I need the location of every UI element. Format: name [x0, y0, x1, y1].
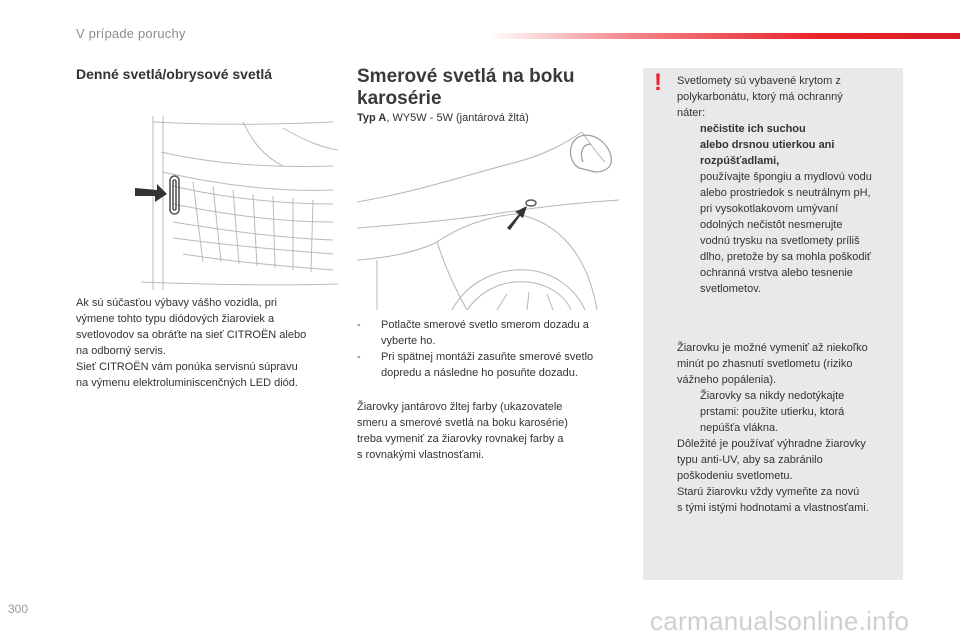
list-item: - Potlačte smerové svetlo smerom dozadu a vyberte ho. [357, 319, 589, 347]
front-bumper-drawing [133, 112, 338, 292]
indicator-steps-list [357, 317, 621, 381]
list-item: nečistite ich suchou alebo drsnou utierkou ani rozpúšťadlami, [700, 123, 835, 167]
watermark: carmanualsonline.info [650, 606, 910, 636]
front-bumper-illustration [133, 112, 338, 292]
headlamp-warning-text: Svetlomety sú vybavené krytom z polykarbonátu, ktorý má ochranný náter: nečistite ich suchou alebo drsnou utierkou ani rozpúšťadlami, používajte špongiu a mydlovú vodu alebo prostriedok s neutrálnym pH, pri vysokotlakovom umývaní odolných nečistôt nesmerujte vodnú trysku na svetlomety príliš dlho, pretože by sa mohla poškodiť ochranná vrstva alebo tesnenie svetlometov. [677, 73, 899, 297]
wheel-arch-drawing [357, 132, 619, 310]
side-indicator-illustration [357, 132, 619, 310]
page-number: 300 [8, 602, 29, 616]
header-accent-bar [488, 33, 960, 39]
amber-bulbs-paragraph: Žiarovky jantárovo žltej farby (ukazovatele smeru a smerové svetlá na boku karosérie) treba vymeniť za žiarovky rovnakej farby a s rovnakými vlastnosťami. [357, 401, 568, 461]
exclamation-icon: ! [654, 69, 662, 96]
section-header: V prípade poruchy [76, 26, 186, 41]
side-indicator-title: Smerové svetlá na boku karosérie [357, 66, 575, 109]
list-item: Žiarovky sa nikdy nedotýkajte prstami: použite utierku, ktorá nepúšťa vlákna. [700, 390, 845, 434]
daytime-lights-title: Denné svetlá/obrysové svetlá [76, 66, 273, 82]
list-item: pri vysokotlakovom umývaní odolných nečistôt nesmerujte vodnú trysku na svetlomety príliš dlho, pretože by sa mohla poškodiť ochranná vrstva alebo tesnenie svetlometov. [700, 203, 872, 295]
daytime-lights-paragraph: Ak sú súčasťou výbavy vášho vozidla, pri výmene tohto typu diódových žiaroviek a svetlovodov sa obráťte na sieť CITROËN alebo na odborný servis. Sieť CITROËN vám ponúka servisnú súpravu na výmenu elektroluminiscenčných LED diód. [76, 297, 307, 389]
bulb-replacement-info: Žiarovku je možné vymeniť až niekoľko minút po zhasnutí svetlometu (riziko vážneho popálenia). Žiarovky sa nikdy nedotýkajte prstami: použite utierku, ktorá nepúšťa vlákna. Dôležité je používať výhradne žiarovky typu anti-UV, aby sa zabránilo poškodeniu svetlometu. Starú žiarovku vždy vymeňte za novú s tými istými hodnotami a vlastnosťami. [677, 340, 899, 516]
list-item: - Pri spätnej montáži zasuňte smerové svetlo dopredu a následne ho posuňte dozadu. [357, 351, 594, 379]
list-item: používajte špongiu a mydlovú vodu alebo prostriedok s neutrálnym pH, [700, 171, 872, 199]
bulb-type-subtitle: Typ A, WY5W - 5W (jantárová žltá) [357, 112, 529, 124]
